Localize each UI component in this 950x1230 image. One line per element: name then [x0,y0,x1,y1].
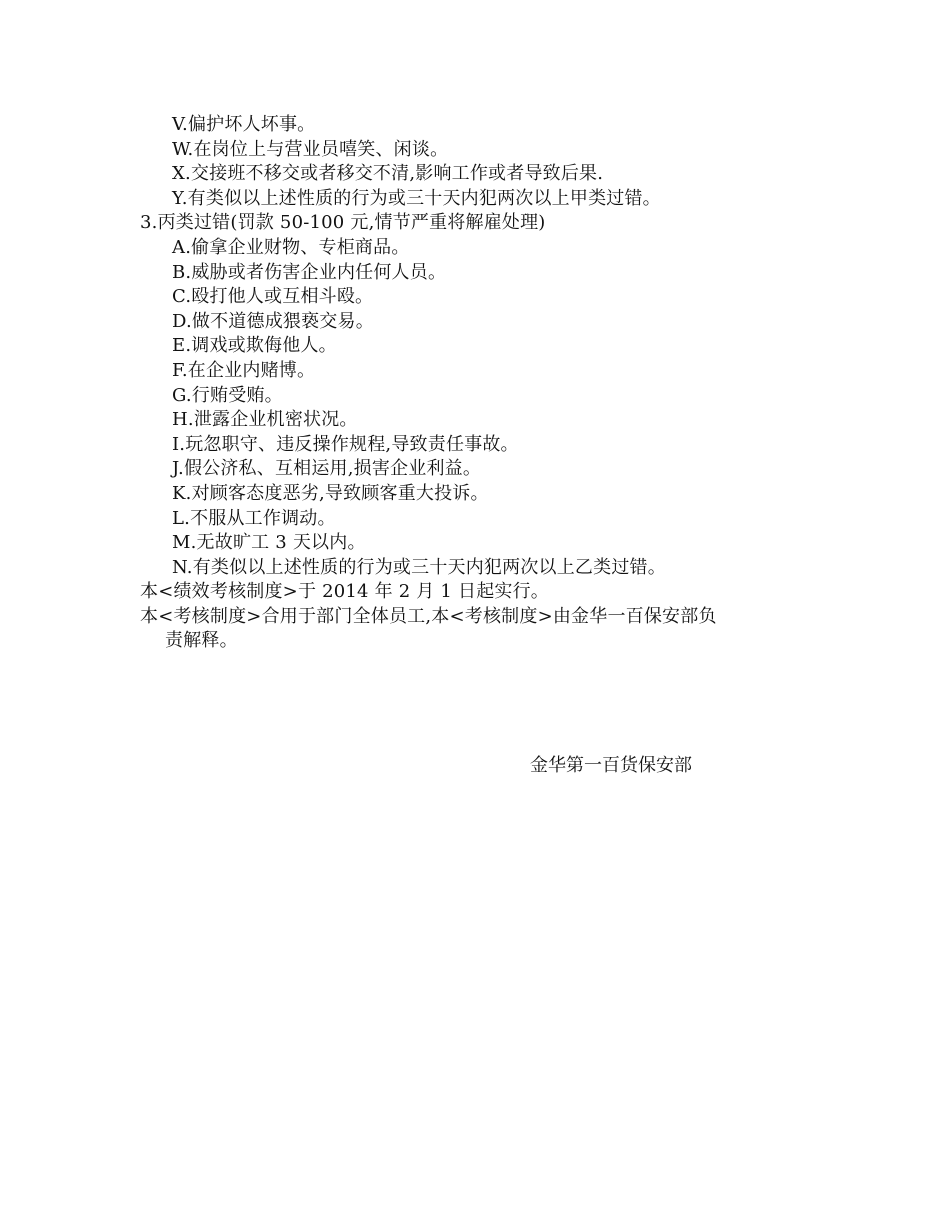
list-item: I.玩忽职守、违反操作规程,导致责任事故。 [172,433,519,455]
scope-note-line-1: 本<考核制度>合用于部门全体员工,本<考核制度>由金华一百保安部负 [140,605,717,627]
list-item: W.在岗位上与营业员嘻笑、闲谈。 [172,138,449,160]
section-heading: 3.丙类过错(罚款 50-100 元,情节严重将解雇处理) [140,212,546,234]
list-item: V.偏护坏人坏事。 [172,114,316,135]
department-signature: 金华第一百货保安部 [530,755,692,776]
list-item: G.行贿受贿。 [172,384,283,406]
list-item: F.在企业内赌博。 [172,359,316,381]
list-item: M.无故旷工 3 天以内。 [172,532,366,554]
list-item: A.偷拿企业财物、专柜商品。 [172,236,410,258]
effective-date-note: 本<绩效考核制度>于 2014 年 2 月 1 日起实行。 [140,581,550,603]
document-body [0,113,950,654]
list-item: E.调戏或欺侮他人。 [172,335,337,357]
list-item: J.假公济私、互相运用,损害企业利益。 [172,458,482,480]
scope-note-line-2: 责解释。 [165,630,238,652]
list-item: K.对顾客态度恶劣,导致顾客重大投诉。 [172,482,489,504]
list-item: L.不服从工作调动。 [172,507,336,529]
list-item: B.威胁或者伤害企业内任何人员。 [172,261,447,283]
list-item: C.殴打他人或互相斗殴。 [172,286,374,308]
list-item: H.泄露企业机密状况。 [172,409,358,431]
list-item: N.有类似以上述性质的行为或三十天内犯两次以上乙类过错。 [172,556,666,578]
list-item: D.做不道德成猥亵交易。 [172,310,374,332]
list-item: Y.有类似以上述性质的行为或三十天内犯两次以上甲类过错。 [172,187,661,209]
list-item: X.交接班不移交或者移交不清,影响工作或者导致后果. [172,163,604,185]
